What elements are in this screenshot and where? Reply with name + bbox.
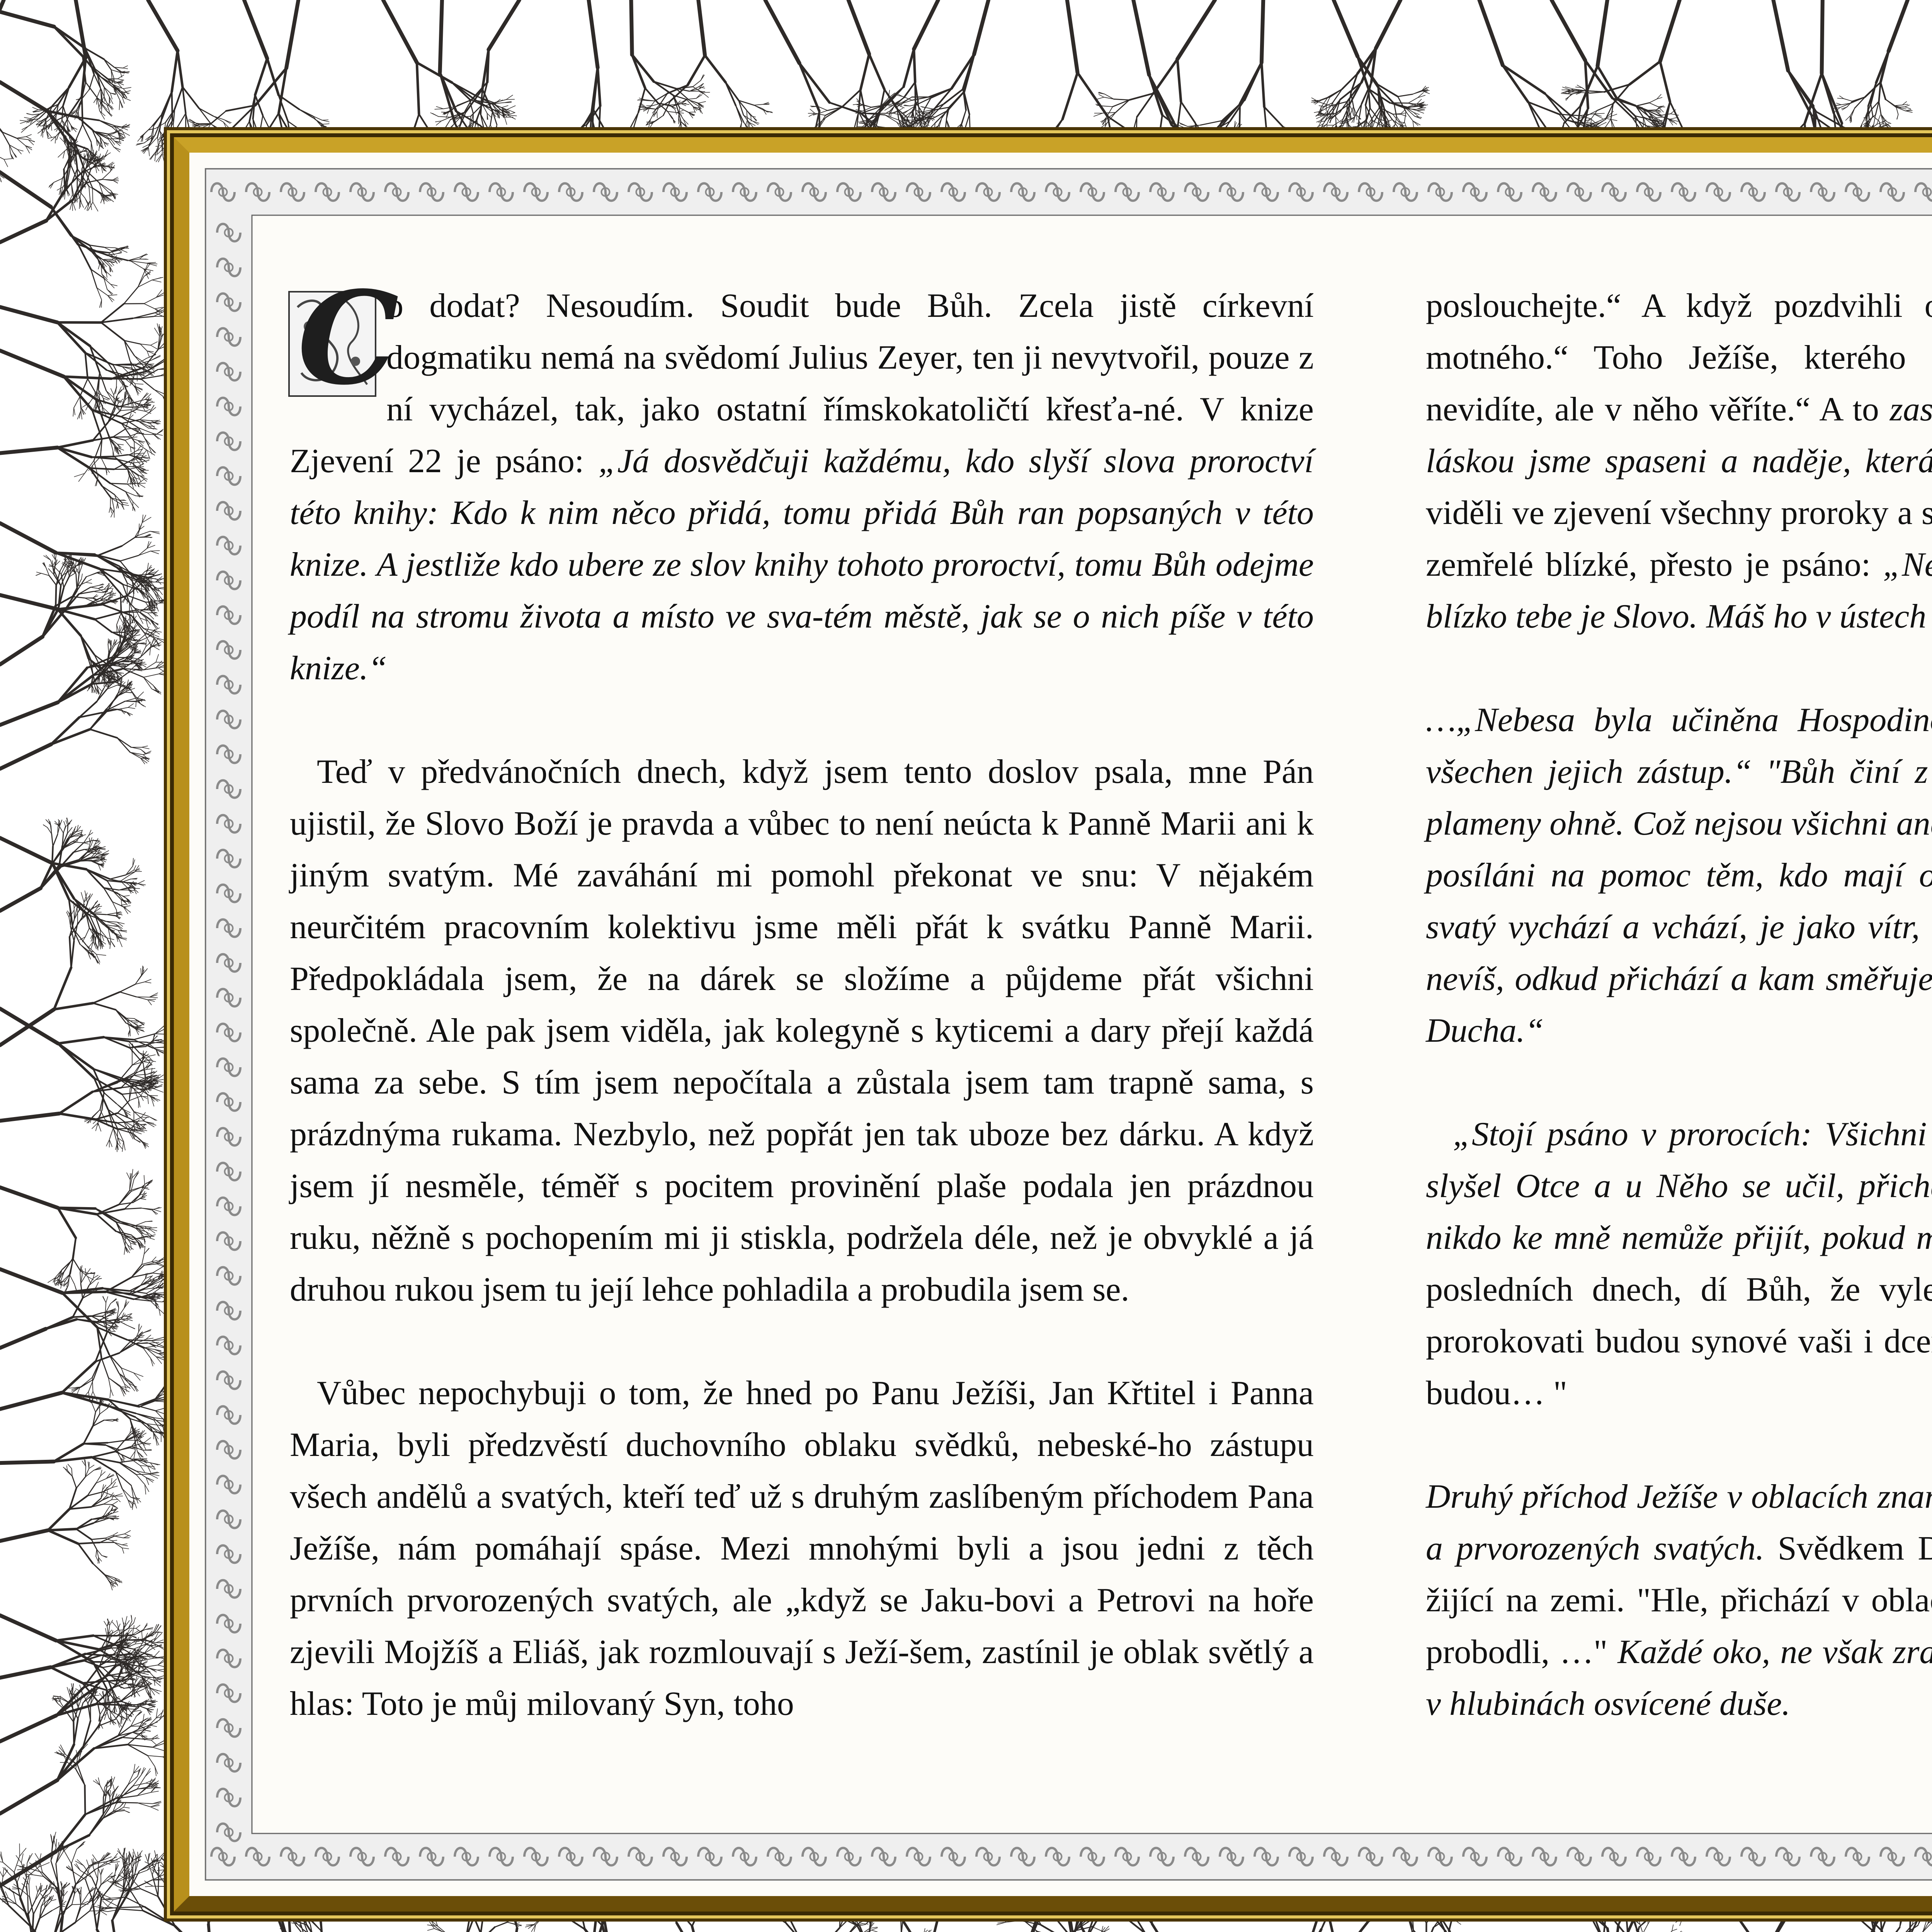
right-p3-text: posledních dnech, dí Bůh, že vyle prorokovati budou synové vaši i dce budou… ": [1426, 1219, 1932, 1412]
right-p2: …„Nebesa byla učiněna Hospodin všechen jejich zástup.“ "Bůh činí z plameny ohně. Což nejsou všichni an posíláni na pomoc těm, kdo mají svatý vychází a vchází, je jako vítr, nevíš, odkud přichází a kam směřuje. Ducha.“: [1426, 694, 1932, 1057]
book-spread: [290, 280, 1932, 1818]
left-p1-quote: „Já dosvědčuji každému, kdo slyší slova proroctví této knihy: Kdo k nim něco přidá, tomu přidá Bůh ran popsaných v této knize. A jestliže kdo ubere ze slov knihy tohoto proroctví, tomu Bůh odejme podíl na stromu života a místo ve sva-tém městě, jak se o nich píše v této knize.“: [290, 442, 1314, 687]
drop-cap-letter: C: [298, 272, 399, 404]
illuminated-drop-cap: [286, 284, 379, 400]
right-column: [1426, 280, 1932, 1818]
right-p4-text-b: Svědkem D žijící na zemi. "Hle, přichází v obla probodli, …": [1426, 1530, 1932, 1671]
right-p3-quote: „Stojí psáno v prorocích: Všichni slyšel Otce a u Něho se učil, přich nikdo ke mně nemůže přijít, pokud: [1426, 1116, 1932, 1257]
right-p1-text-c: viděli ve zjevení všechny proroky a s zemřelé blízké, přesto je psáno:: [1426, 442, 1932, 583]
right-p1-quote-d: „N blízko tebe je Slovo. Máš ho v ústech: [1426, 546, 1932, 635]
right-p4-italic-c: Každé oko, ne však zr v hlubinách osvícené duše.: [1426, 1633, 1932, 1723]
left-p1-text: o dodat? Nesoudím. Soudit bude Bůh. Zcela jistě církevní dogmatiku nemá na svědomí Julius Zeyer, ten ji nevytvořil, pouze z ní vycházel, tak, jako ostatní římskokatoličtí křesťa-né. V knize Zjevení 22 je psáno:: [290, 287, 1314, 480]
left-p2: Teď v předvánočních dnech, když jsem tento doslov psala, mne Pán ujistil, že Slovo Boží je pravda a vůbec to není neúcta k Panně Marii ani k jiným svatým. Mé zaváhání mi pomohl překonat ve snu: V nějakém neurčitém pracovním kolektivu jsme měli přát k svátku Panně Marii. Předpokládala jsem, že na dárek se složíme a půjdeme přát všichni společně. Ale pak jsem viděla, jak kolegyně s kyticemi a dary přejí každá sama za sebe. S tím jsem nepočítala a zůstala jsem tam trapně sama, s prázdnýma rukama. Nezbylo, než popřát jen tak uboze bez dárku. A když jsem jí nesměle, téměř s pocitem provinění plaše podala jen prázdnou ruku, něžně s pochopením mi ji stiskla, podržela déle, než je obvyklé a já druhou rukou jsem tu její lehce pohladila a probudila jsem se.: [290, 746, 1314, 1316]
right-p4-italic-a: Druhý příchod Ježíše v oblacích zna a prvorozených svatých.: [1426, 1478, 1932, 1567]
left-column: [290, 280, 1314, 1818]
left-p3: Vůbec nepochybuji o tom, že hned po Panu Ježíši, Jan Křtitel i Panna Maria, byli předzvěstí duchovního oblaku svědků, nebeské-ho zástupu všech andělů a svatých, kteří teď už s druhým zaslíbeným příchodem Pana Ježíše, nám pomáhají spáse. Mezi mnohými byli a jsou jedni z těch prvních prvorozených svatých, ale „když se Jaku-bovi a Petrovi na hoře zjevili Mojžíš a Eliáš, jak rozmlouvají s Ježí-šem, zastínil je oblak světlý a hlas: Toto je můj milovaný Syn, toho: [290, 1367, 1314, 1730]
right-p1-quote-b: zas láskou jsme spaseni a naděje, která: [1426, 391, 1932, 480]
right-p1-text-a: poslouchejte.“ A když pozdvihli motného.“ Toho Ježíše, kterého nevidíte, ale v něho věříte.“ A to: [1426, 287, 1932, 428]
gold-picture-frame: [174, 137, 1932, 1912]
